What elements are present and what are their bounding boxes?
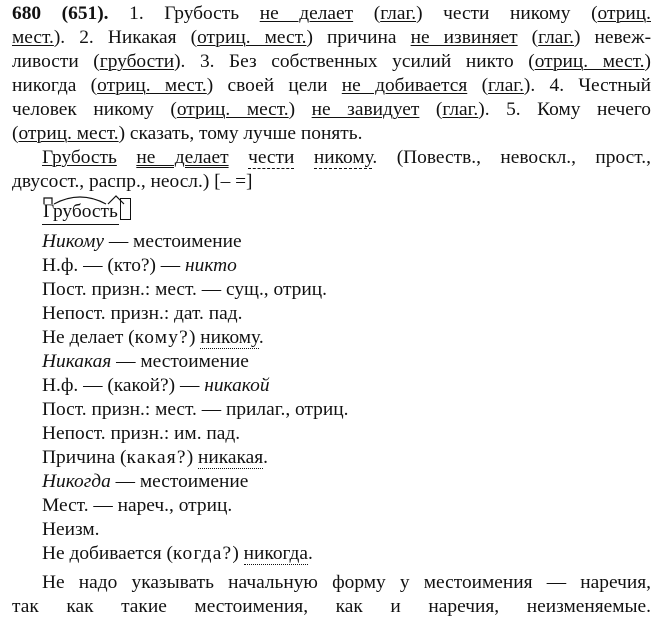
context-word: никакая <box>198 447 264 468</box>
parsing-line: Неизм. <box>42 519 100 540</box>
parsing-line: Не добивается (когда?) никогда. <box>42 543 313 564</box>
analysis-line-1: Грубость не делает чести никому. (Повеств., невоскл., прост., <box>42 147 651 168</box>
predicate-marker: не делает <box>259 3 354 24</box>
question: какая? <box>126 447 187 468</box>
question: кому? <box>134 327 189 348</box>
analysis-line-2: двусост., распр., неосл.) [– =] <box>12 171 253 192</box>
parsing-line: Никакая — местоимение <box>42 351 249 372</box>
parsing-line: Причина (какая?) никакая. <box>42 447 269 468</box>
exercise-line-3: ливости (грубости). 3. Без собственных усилий никто (отриц. мест.) <box>12 51 651 72</box>
subject-word: Грубость <box>42 147 117 168</box>
parsing-line: Мест. — нареч., отриц. <box>42 495 233 516</box>
exercise-line-4: никогда (отриц. мест.) своей цели не добивается (глаг.). 4. Честный <box>12 75 651 96</box>
exercise-number: 680 (651). <box>12 3 109 24</box>
initial-form: никто <box>185 255 237 276</box>
note-line-2: так как такие местоимения, как и наречия, неизменяемые. <box>12 596 651 617</box>
parsing-line: Н.ф. — (кто?) — никто <box>42 255 237 276</box>
exercise-line-1: 680 (651). 1. Грубость не делает (глаг.) чести никому (отриц. <box>12 3 651 24</box>
exercise-line-2: мест.). 2. Никакая (отриц. мест.) причина не извиняет (глаг.) невеж- <box>12 27 652 48</box>
exercise-line-6: (отриц. мест.) сказать, тому лучше понять. <box>12 123 363 144</box>
parsing-line: Пост. призн.: мест. — прилаг., отриц. <box>42 399 349 420</box>
object-word: чести <box>248 147 295 168</box>
morpheme-scheme <box>42 194 131 222</box>
parsing-line: Пост. призн.: мест. — сущ., отриц. <box>42 279 327 300</box>
context-word: никогда <box>243 543 308 564</box>
object-word-2: никому <box>313 147 373 168</box>
parsed-word: Никому <box>42 231 104 252</box>
note-line-1: Не надо указывать начальную форму у местоимения — наречия, <box>42 572 651 593</box>
predicate-words: не делает <box>136 147 229 168</box>
exercise-line-5: человек никому (отриц. мест.) не завидует (глаг.). 5. Кому нечего <box>12 99 651 120</box>
question: когда? <box>172 543 233 564</box>
parsing-line: Никому — местоимение <box>42 231 242 252</box>
morpheme-marks-icon <box>42 192 152 206</box>
initial-form: никакой <box>204 375 270 396</box>
context-word: никому <box>200 327 259 348</box>
parsed-word: Никакая <box>42 351 112 372</box>
parsing-line: Непост. призн.: дат. пад. <box>42 303 243 324</box>
scheme-word: Грубость <box>42 200 119 225</box>
parsing-line: Непост. призн.: им. пад. <box>42 423 241 444</box>
parsing-line: Не делает (кому?) никому. <box>42 327 264 348</box>
parsing-line: Никогда — местоимение <box>42 471 249 492</box>
parsed-word: Никогда <box>42 471 111 492</box>
parsing-line: Н.ф. — (какой?) — никакой <box>42 375 270 396</box>
